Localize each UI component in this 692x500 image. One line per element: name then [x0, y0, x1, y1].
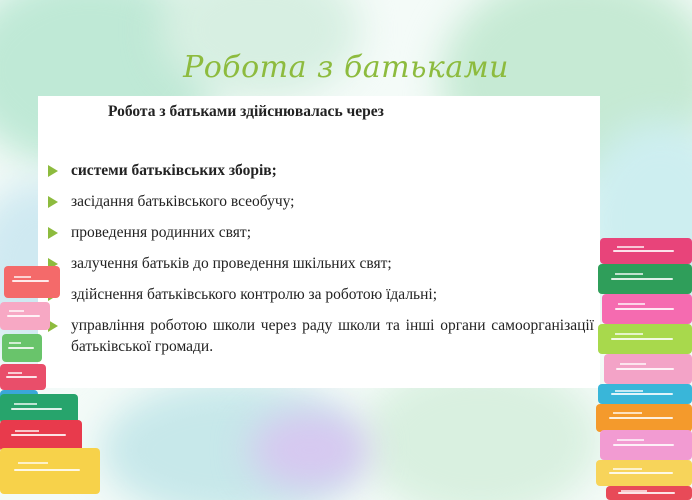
list-item: залучення батьків до проведення шкільних свят;: [46, 253, 594, 274]
book-stripe: [18, 462, 48, 464]
list-item: системи батьківських зборів;: [46, 160, 594, 181]
book-stripe: [9, 342, 21, 344]
book-stripe: [609, 472, 672, 474]
book-stripe: [618, 303, 645, 305]
book-illustration: [604, 354, 692, 384]
book-illustration: [600, 430, 692, 460]
book-illustration: [4, 266, 60, 298]
list-item: управління роботою школи через раду школи та інші органи самоорганізації батьківської громади.: [46, 315, 594, 357]
list-item: проведення родинних свят;: [46, 222, 594, 243]
book-stripe: [11, 434, 65, 436]
book-stripe: [611, 338, 673, 340]
book-stripe: [617, 439, 645, 441]
book-stripe: [14, 403, 37, 405]
book-stripe: [609, 417, 672, 419]
book-illustration: [598, 384, 692, 404]
book-stripe: [8, 347, 34, 349]
list-item: здійснення батьківського контролю за роботою їдальні;: [46, 284, 594, 305]
book-stripe: [615, 273, 643, 275]
book-stripe: [615, 390, 643, 392]
lead-text: Робота з батьками здійснювалась через: [108, 103, 384, 120]
book-illustration: [598, 324, 692, 354]
book-illustration: [0, 448, 100, 494]
book-illustration: [602, 294, 692, 324]
content-card: [38, 96, 600, 388]
book-stripe: [613, 468, 642, 470]
bullet-list: [46, 160, 594, 367]
book-stripe: [615, 308, 674, 310]
slide-title: Робота з батьками: [183, 50, 509, 85]
bullet-arrow-icon: [48, 165, 58, 177]
book-illustration: [2, 334, 42, 362]
book-stripe: [621, 490, 647, 492]
book-illustration: [0, 302, 50, 330]
book-illustration: [0, 364, 46, 390]
book-stripe: [611, 393, 673, 395]
book-stripe: [613, 250, 674, 252]
bullet-arrow-icon: [48, 227, 58, 239]
book-stripe: [620, 363, 646, 365]
book-stripe: [8, 372, 22, 374]
bullet-arrow-icon: [48, 196, 58, 208]
book-stripe: [14, 469, 80, 471]
book-illustration: [600, 238, 692, 264]
book-stripe: [613, 444, 674, 446]
book-stripe: [615, 333, 643, 335]
book-stripe: [611, 278, 673, 280]
book-stripe: [7, 315, 40, 317]
book-stripe: [11, 408, 63, 410]
book-stripe: [613, 412, 642, 414]
book-stripe: [9, 310, 24, 312]
book-stripe: [14, 276, 31, 278]
book-illustration: [606, 486, 692, 500]
book-stripe: [12, 280, 49, 282]
book-illustration: [596, 404, 692, 432]
book-illustration: [596, 460, 692, 486]
book-stripe: [616, 368, 674, 370]
list-item: засідання батьківського всеобучу;: [46, 191, 594, 212]
book-stripe: [617, 246, 645, 248]
book-stripe: [15, 430, 40, 432]
book-stripe: [618, 492, 675, 494]
book-stripe: [6, 376, 36, 378]
book-illustration: [598, 264, 692, 294]
